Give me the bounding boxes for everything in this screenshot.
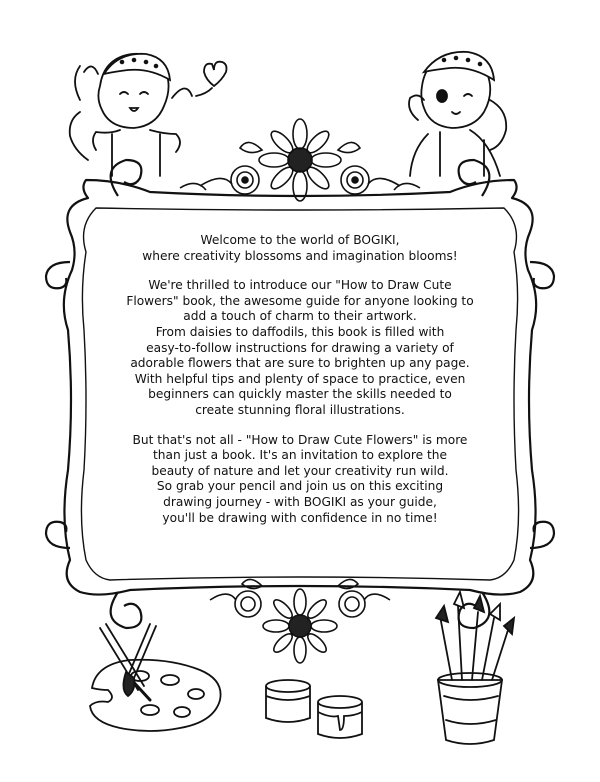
text-line: easy-to-follow instructions for drawing a variety of	[146, 340, 454, 355]
text-line: Welcome to the world of BOGIKI,	[200, 233, 400, 247]
intro-letter	[95, 233, 505, 540]
intro-paragraph	[95, 233, 505, 264]
text-line: you'll be drawing with confidence in no time!	[162, 510, 438, 525]
text-line: where creativity blossoms and imagination blooms!	[142, 248, 458, 263]
text-line: From daisies to daffodils, this book is filled with	[155, 324, 445, 339]
text-line: But that's not all - "How to Draw Cute Flowers" is more	[132, 432, 468, 447]
text-line: add a touch of charm to their artwork.	[183, 309, 417, 324]
text-line: So grab your pencil and join us on this exciting	[156, 479, 444, 494]
text-line: beauty of nature and let your creativity run wild.	[151, 463, 449, 478]
text-line: than just a book. It's an invitation to explore the	[153, 448, 447, 463]
text-line: Flowers" book, the awesome guide for anyone looking to	[126, 293, 474, 308]
paint-jars-illustration	[266, 680, 362, 738]
text-line: drawing journey - with BOGIKI as your guide,	[163, 494, 437, 509]
body-paragraph	[95, 278, 505, 418]
text-line: beginners can quickly master the skills needed to	[148, 387, 452, 402]
palette-illustration	[90, 624, 221, 731]
closing-paragraph	[95, 433, 505, 527]
girl-right-illustration	[409, 52, 506, 176]
text-line: With helpful tips and plenty of space to practice, even	[134, 371, 466, 386]
brush-cup-illustration	[436, 592, 514, 744]
text-line: create stunning floral illustrations.	[195, 402, 405, 417]
text-line: adorable flowers that are sure to brighten up any page.	[130, 356, 470, 371]
bottom-flower-crest	[210, 579, 390, 663]
text-line: We're thrilled to introduce our "How to Draw Cute	[148, 278, 452, 293]
girl-left-illustration	[70, 54, 227, 176]
top-flower-crest	[180, 119, 420, 201]
